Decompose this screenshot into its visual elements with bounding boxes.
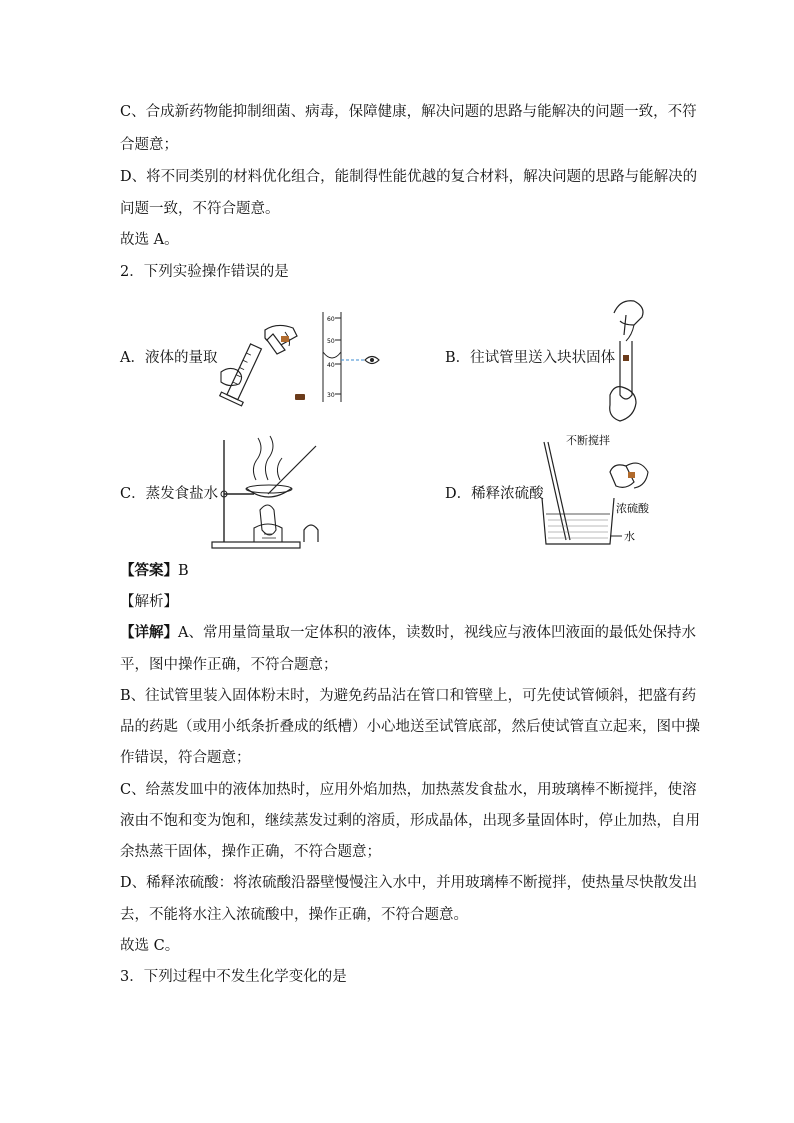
scale-mark-30: 30 xyxy=(327,392,335,399)
question-2-stem: 2．下列实验操作错误的是 xyxy=(120,264,289,280)
prev-option-c-line-1: C、合成新药物能抑制细菌、病毒，保障健康，解决问题的思路与能解决的问题一致，不符 xyxy=(120,104,697,120)
option-c-label: C．蒸发食盐水 xyxy=(120,486,219,502)
explain-a-line-2: 平，图中操作正确，不符合题意； xyxy=(120,657,338,673)
acid-label: 浓硫酸 xyxy=(616,502,649,515)
explain-c-line-3: 余热蒸干固体，操作正确，不符合题意； xyxy=(120,844,381,860)
answer-tag: 【答案】 xyxy=(120,562,178,579)
stir-label: 不断搅拌 xyxy=(566,434,610,447)
explain-c-line-1: C、给蒸发皿中的液体加热时，应用外焰加热，加热蒸发食盐水，用玻璃棒不断搅拌，使溶 xyxy=(120,782,697,798)
question-2-final-answer: 故选 C。 xyxy=(120,938,180,954)
dilute-acid-figure xyxy=(530,432,670,547)
explain-b-line-2: 品的药匙（或用小纸条折叠成的纸槽）小心地送至试管底部，然后使试管直立起来，图中操 xyxy=(120,719,700,735)
prev-option-d-line-2: 问题一致，不符合题意。 xyxy=(120,201,280,217)
answer-line xyxy=(120,561,189,581)
test-tube-solid-figure xyxy=(600,295,660,425)
explain-a-line-1 xyxy=(120,623,696,643)
explain-c-line-2: 液由不饱和变为饱和，继续蒸发过剩的溶质，形成晶体，出现多量固体时，停止加热，自用 xyxy=(120,813,700,829)
scale-mark-50: 50 xyxy=(327,338,335,345)
water-label: 水 xyxy=(624,530,635,543)
explain-a-text: A、常用量筒量取一定体积的液体，读数时，视线应与液体凹液面的最低处保持水 xyxy=(178,625,696,641)
prev-option-c-line-2: 合题意； xyxy=(120,137,178,153)
scale-mark-60: 60 xyxy=(327,316,335,323)
answer-value: B xyxy=(178,563,189,579)
graduated-cylinder-figure xyxy=(215,310,375,410)
detail-tag: 【详解】 xyxy=(120,624,178,641)
option-b-label: B．往试管里送入块状固体 xyxy=(445,350,616,366)
analysis-tag: 【解析】 xyxy=(120,594,178,610)
explain-b-line-1: B、往试管里装入固体粉末时，为避免药品沾在管口和管壁上，可先使试管倾斜，把盛有药 xyxy=(120,688,697,704)
explain-d-line-2: 去，不能将水注入浓硫酸中，操作正确，不符合题意。 xyxy=(120,907,468,923)
explain-d-line-1: D、稀释浓硫酸：将浓硫酸沿器壁慢慢注入水中，并用玻璃棒不断搅拌，使热量尽快散发出 xyxy=(120,875,698,891)
option-d-label: D．稀释浓硫酸 xyxy=(445,486,544,502)
explain-b-line-3: 作错误，符合题意； xyxy=(120,750,251,766)
evaporation-figure xyxy=(210,430,320,550)
scale-mark-40: 40 xyxy=(327,362,335,369)
prev-answer: 故选 A。 xyxy=(120,232,179,248)
prev-option-d-line-1: D、将不同类别的材料优化组合，能制得性能优越的复合材料，解决问题的思路与能解决的 xyxy=(120,169,698,185)
option-a-label: A．液体的量取 xyxy=(120,350,218,366)
question-3-stem: 3．下列过程中不发生化学变化的是 xyxy=(120,969,347,985)
